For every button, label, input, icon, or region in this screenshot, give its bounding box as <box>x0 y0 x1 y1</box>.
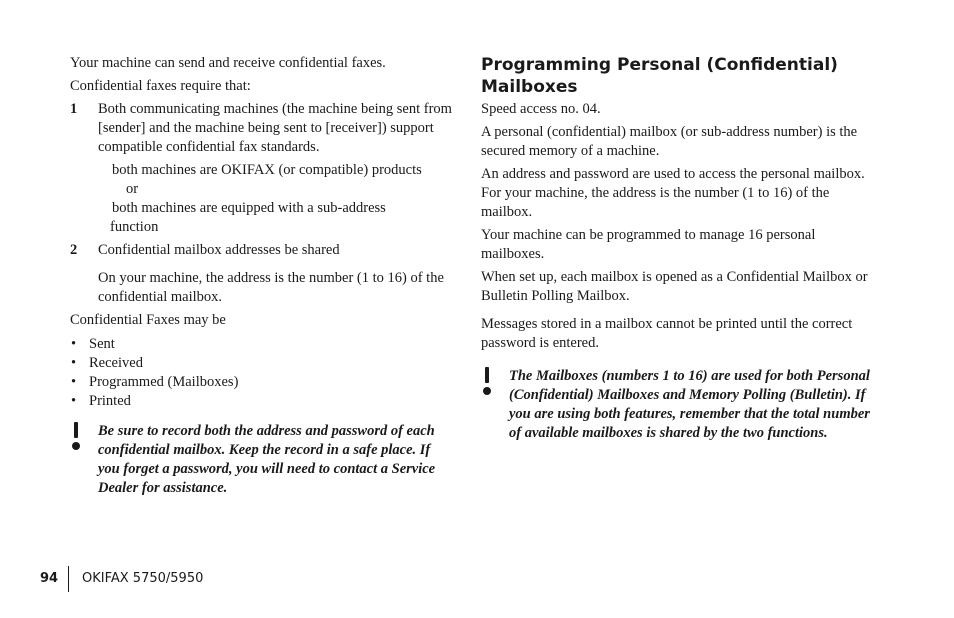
list-item: • Received <box>71 355 143 371</box>
requirements-intro: Confidential faxes require that: <box>70 78 251 94</box>
paragraph: A personal (confidential) mailbox (or sub-address number) is the secured memory of a machine. <box>481 124 858 159</box>
product-model: OKIFAX 5750/5950 <box>82 571 204 586</box>
item-number: 2 <box>70 242 78 258</box>
paragraph: An address and password are used to access the personal mailbox. For your machine, the address is the number (1 to 16) of the mailbox. <box>481 166 865 220</box>
warning-note <box>70 422 455 498</box>
sub-condition: both machines are OKIFAX (or compatible) products <box>112 162 422 178</box>
page-number: 94 <box>40 571 59 586</box>
paragraph: Messages stored in a mailbox cannot be printed until the correct password is entered. <box>481 316 853 351</box>
exclamation-icon <box>481 367 495 395</box>
warning-note <box>481 367 876 443</box>
bullet-icon: • <box>71 336 77 352</box>
list-item: • Printed <box>71 393 131 409</box>
requirement-item-1 <box>70 100 455 157</box>
sub-condition-continued: function <box>110 219 159 235</box>
bullet-icon: • <box>71 393 77 409</box>
requirement-text: Confidential mailbox addresses be shared <box>98 242 340 258</box>
paragraph: When set up, each mailbox is opened as a Confidential Mailbox or Bulletin Polling Mailbox. <box>481 269 868 304</box>
address-note: On your machine, the address is the number (1 to 16) of the confidential mailbox. <box>98 270 444 305</box>
may-be-intro: Confidential Faxes may be <box>70 312 226 328</box>
sub-condition: both machines are equipped with a sub-address <box>112 200 386 216</box>
fax-modes-list <box>70 335 455 411</box>
exclamation-icon <box>70 422 84 450</box>
warning-text: Be sure to record both the address and password of each confidential mailbox. Keep the record in a safe place. If you forget a password, you will need to contact a Service Dealer for assistance. <box>98 423 436 496</box>
bullet-icon: • <box>71 374 77 390</box>
intro-sentence: Your machine can send and receive confidential faxes. <box>70 55 386 71</box>
paragraph: Your machine can be programmed to manage 16 personal mailboxes. <box>481 227 816 262</box>
right-column <box>481 54 876 443</box>
speed-access: Speed access no. 04. <box>481 101 601 117</box>
section-heading: Programming Personal (Confidential) Mailboxes <box>481 55 838 97</box>
or-connector: or <box>126 181 139 197</box>
list-item: • Programmed (Mailboxes) <box>71 374 239 390</box>
requirement-item-2 <box>70 241 455 260</box>
warning-text: The Mailboxes (numbers 1 to 16) are used for both Personal (Confidential) Mailboxes and Memory Polling (Bulletin). If you are using both features, remember that the total number of available mailboxes is shared by the two functions. <box>509 368 870 441</box>
item-number: 1 <box>70 101 78 117</box>
left-column <box>70 54 455 498</box>
list-item: • Sent <box>71 336 115 352</box>
footer-divider <box>68 566 69 592</box>
bullet-icon: • <box>71 355 77 371</box>
requirement-text: Both communicating machines (the machine being sent from [sender] and the machine being sent to [receiver]) support compatible confidential fax standards. <box>98 101 452 155</box>
